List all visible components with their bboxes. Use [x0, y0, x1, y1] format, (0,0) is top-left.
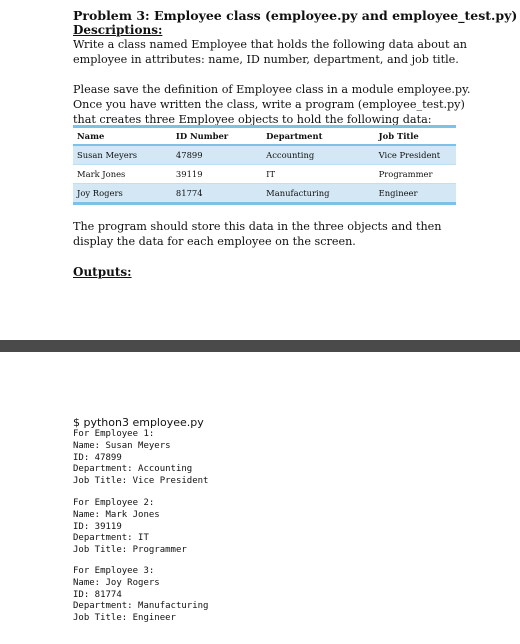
- table-row: [73, 165, 456, 184]
- cell-job-title: Vice President: [375, 145, 456, 165]
- output-line: Name: Mark Jones: [73, 509, 160, 520]
- output-line: ID: 81774: [73, 589, 122, 600]
- output-line: ID: 39119: [73, 521, 122, 532]
- column-header-id: ID Number: [172, 127, 262, 146]
- output-line: Name: Joy Rogers: [73, 577, 160, 588]
- employee-output-block: [73, 498, 187, 557]
- output-line: Department: Accounting: [73, 464, 193, 475]
- page-divider: [0, 340, 520, 352]
- cell-id: 47899: [172, 145, 262, 165]
- cell-id: 81774: [172, 184, 262, 204]
- employee-output-block: [73, 566, 208, 625]
- outputs-heading: Outputs:: [73, 265, 132, 279]
- output-line: ID: 47899: [73, 452, 122, 463]
- cell-job-title: Engineer: [375, 184, 456, 204]
- cell-name: Joy Rogers: [73, 184, 172, 204]
- output-line: Job Title: Engineer: [73, 613, 176, 624]
- output-line: Name: Susan Meyers: [73, 440, 171, 451]
- output-line: For Employee 3:: [73, 566, 155, 576]
- description-paragraph-2: Please save the definition of Employee class in a module employee.py. Once you have written the class, write a program (employee_test.py) that creates three Employee objects to hold the following data:: [73, 83, 471, 126]
- cell-name: Mark Jones: [73, 165, 172, 184]
- cell-department: Manufacturing: [262, 184, 374, 204]
- description-paragraph-1: Write a class named Employee that holds the following data about an employee in attributes: name, ID number, department, and job title.: [73, 38, 467, 66]
- column-header-name: Name: [73, 127, 172, 146]
- employee-data-table: [73, 125, 456, 205]
- cell-name: Susan Meyers: [73, 145, 172, 165]
- document-page-2: [0, 352, 520, 644]
- output-line: Job Title: Vice President: [73, 476, 209, 487]
- employee-output-block: [73, 429, 208, 488]
- output-line: Department: Manufacturing: [73, 601, 209, 612]
- cell-id: 39119: [172, 165, 262, 184]
- descriptions-heading: Descriptions:: [73, 23, 163, 37]
- output-line: Department: IT: [73, 533, 149, 544]
- cell-department: Accounting: [262, 145, 374, 165]
- column-header-department: Department: [262, 127, 374, 146]
- description-paragraph-3: The program should store this data in the three objects and then display the data for each employee on the screen.: [73, 220, 442, 248]
- table-header-row: [73, 127, 456, 146]
- output-line: For Employee 2:: [73, 498, 155, 508]
- table-row: [73, 145, 456, 165]
- terminal-command: $ python3 employee.py: [73, 416, 204, 429]
- problem-title: Problem 3: Employee class (employee.py and employee_test.py): [73, 8, 518, 23]
- output-line: Job Title: Programmer: [73, 545, 187, 556]
- output-line: For Employee 1:: [73, 429, 155, 439]
- cell-department: IT: [262, 165, 374, 184]
- cell-job-title: Programmer: [375, 165, 456, 184]
- table-row: [73, 184, 456, 204]
- column-header-job-title: Job Title: [375, 127, 456, 146]
